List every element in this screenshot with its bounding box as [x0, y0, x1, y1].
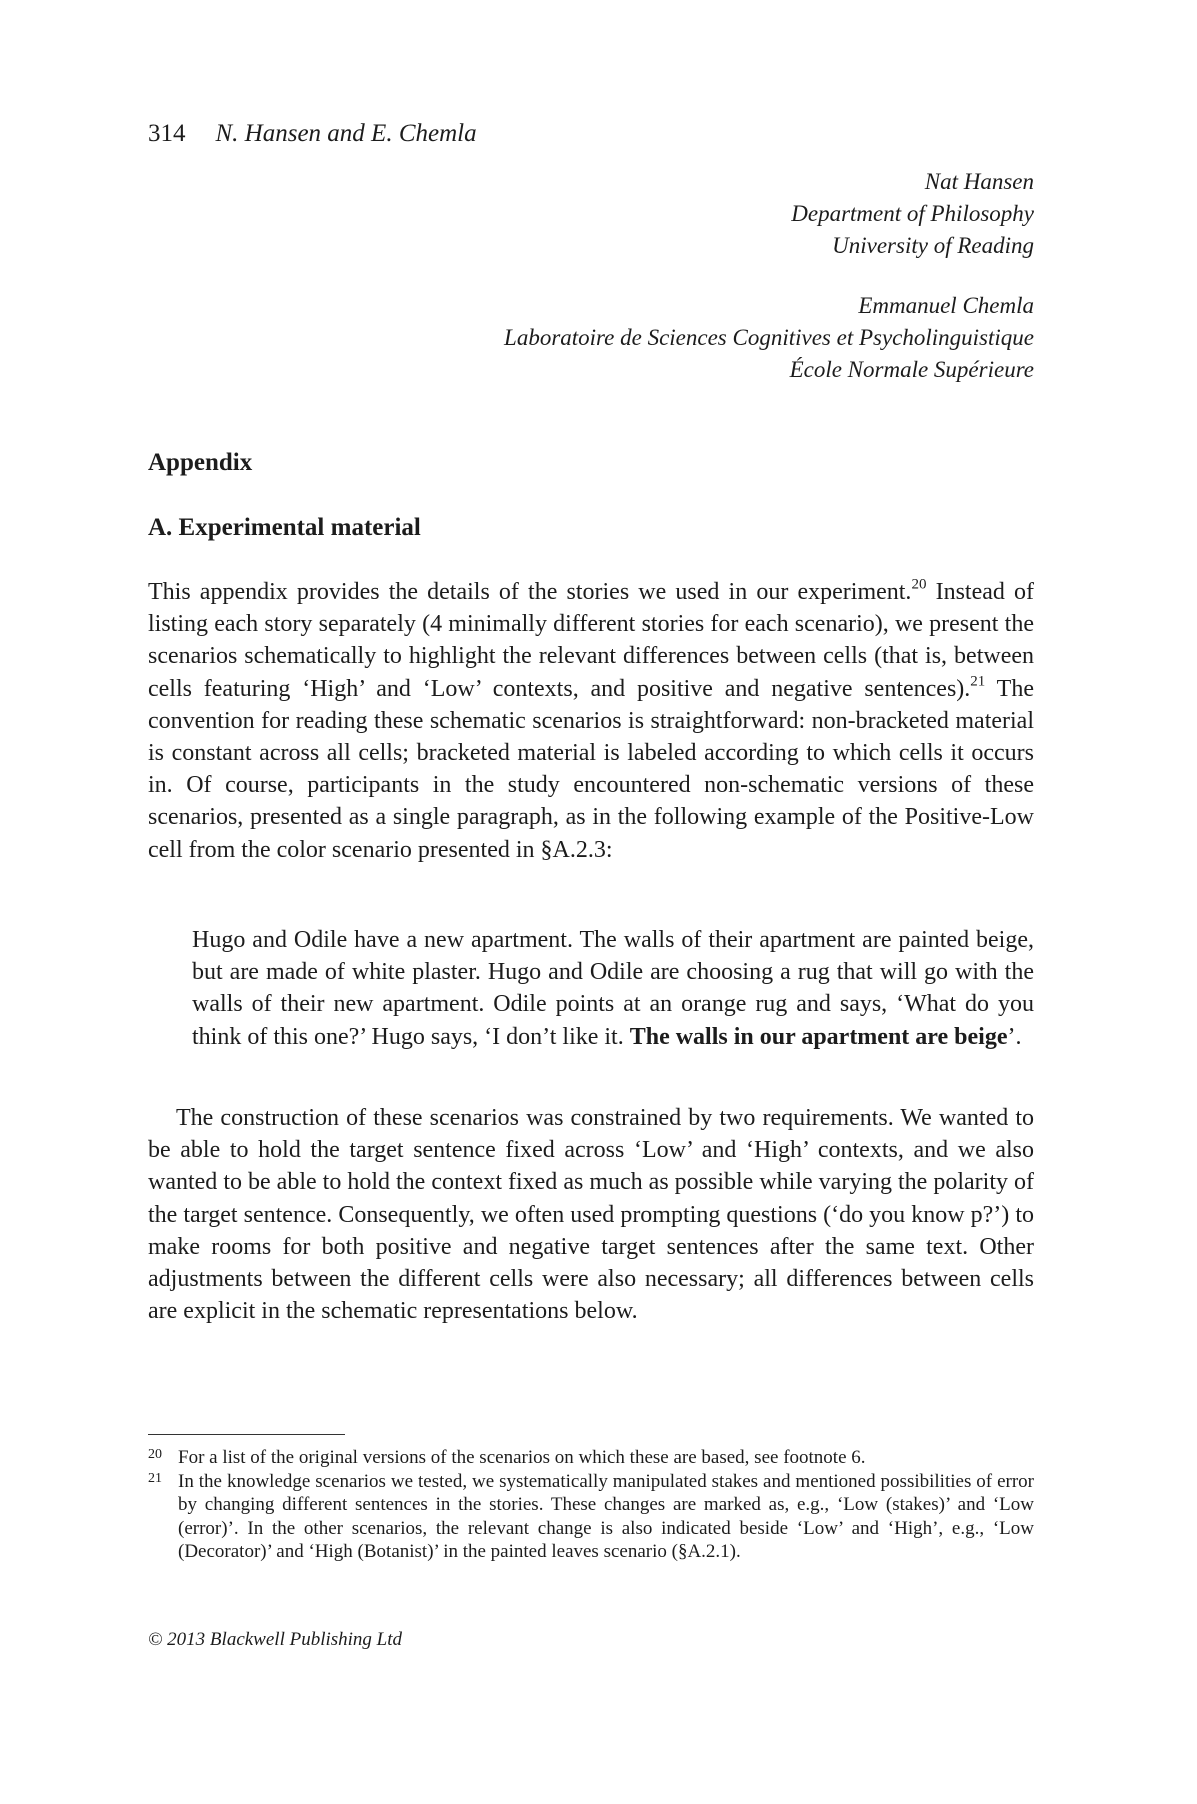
footnote-20: [148, 1446, 1034, 1470]
running-head-authors: N. Hansen and E. Chemla: [215, 120, 477, 147]
intro-text-1: This appendix provides the details of the stories we used in our experiment.: [148, 579, 912, 605]
intro-text-2: Instead of listing each story separately (4 minimally different stories for each scenario), we present the scenarios schematically to highlight the relevant differences between cells (that is, between cells featuring ‘High’ and ‘Low’ contexts, and positive and negative sentences).: [148, 579, 1035, 702]
example-blockquote: [192, 924, 1034, 1053]
section-heading: A. Experimental material: [148, 514, 421, 541]
footnote-text: In the knowledge scenarios we tested, we systematically manipulated stakes and mentioned possibilities of error by changing different sentences in the stories. These changes are marked as, e.g., ‘Low (stakes)’ and ‘Low (error)’. In the other scenarios, the relevant change is also indicated beside ‘Low’ and ‘High’, e.g., ‘Low (Decorator)’ and ‘High (Botanist)’ in the painted leaves scenario (§A.2.1).: [178, 1470, 1034, 1563]
example-target-sentence: The walls in our apartment are beige: [629, 1023, 1008, 1050]
author-department: Laboratoire de Sciences Cognitives et Psycholinguistique: [504, 325, 1034, 350]
author-department: Department of Philosophy: [791, 201, 1034, 226]
intro-text-3: The convention for reading these schematic scenarios is straightforward: non-bracketed material is constant across all cells; bracketed material is labeled according to which cells it occurs in. Of course, participants in the study encountered non-schematic versions of these scenarios, presented as a single paragraph, as in the following example of the Positive-Low cell from the color scenario presented in §A.2.3:: [148, 675, 1034, 863]
example-text: Hugo and Odile have a new apartment. The walls of their apartment are painted beige, but are made of white plaster. Hugo and Odile are choosing a rug that will go with the walls of their new apartment. Odile points at an orange rug and says, ‘What do you think of this one?’ Hugo says, ‘I don’t like it.: [192, 927, 1034, 1050]
author-institution: École Normale Supérieure: [789, 357, 1034, 382]
intro-paragraph: [148, 576, 1034, 866]
author-name: Nat Hansen: [924, 169, 1034, 194]
page-number: 314: [148, 120, 186, 147]
footnote-ref-21: 21: [970, 673, 986, 690]
footnote-number: 21: [148, 1470, 162, 1486]
footnote-21: [148, 1470, 1034, 1564]
running-head: [148, 118, 477, 150]
footnotes: [148, 1446, 1034, 1564]
author-institution: University of Reading: [832, 233, 1034, 258]
second-paragraph: The construction of these scenarios was constrained by two requirements. We wanted to be able to hold the target sentence fixed across ‘Low’ and ‘High’ contexts, and we also wanted to be able to hold the context fixed as much as possible while varying the polarity of the target sentence. Consequently, we often used prompting questions (‘do you know p?’) to make rooms for both positive and negative target sentences after the same text. Other adjustments between the different cells were also necessary; all differences between cells are explicit in the schematic representations below.: [148, 1105, 1034, 1325]
footnote-text: For a list of the original versions of the scenarios on which these are based, see footnote 6.: [178, 1447, 866, 1468]
appendix-heading: Appendix: [148, 449, 253, 476]
author-name: Emmanuel Chemla: [858, 293, 1034, 318]
footnote-ref-20: 20: [911, 576, 927, 593]
affiliation-chemla: [504, 290, 1034, 386]
footnote-number: 20: [148, 1447, 162, 1462]
example-end: ’.: [1007, 1023, 1022, 1050]
copyright-notice: © 2013 Blackwell Publishing Ltd: [148, 1629, 403, 1650]
affiliation-hansen: [791, 166, 1034, 262]
footnote-rule: [148, 1434, 345, 1435]
